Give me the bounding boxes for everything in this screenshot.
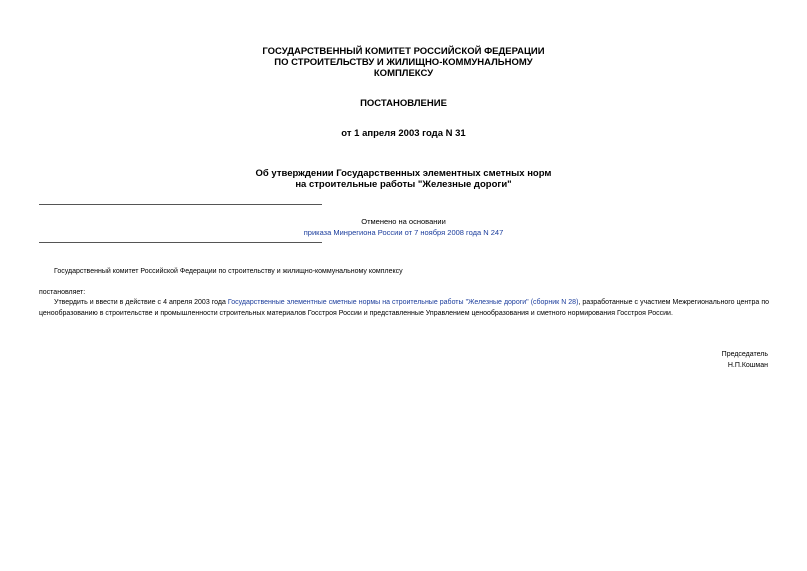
document-subject-line-2: на строительные работы "Железные дороги" bbox=[295, 179, 512, 190]
document-type: ПОСТАНОВЛЕНИЕ bbox=[360, 98, 447, 109]
cancellation-text: Отменено на основании bbox=[361, 217, 446, 226]
signatory-name: Н.П.Кошман bbox=[727, 362, 768, 369]
organization-title bbox=[0, 46, 807, 79]
cancellation-note bbox=[0, 216, 807, 238]
organization-title-line-1: ГОСУДАРСТВЕННЫЙ КОМИТЕТ РОССИЙСКОЙ ФЕДЕРАЦИИ bbox=[262, 46, 545, 57]
divider-top bbox=[39, 204, 322, 205]
signatory-title: Председатель bbox=[721, 351, 768, 358]
organization-title-line-2: ПО СТРОИТЕЛЬСТВУ И ЖИЛИЩНО-КОММУНАЛЬНОМУ bbox=[274, 57, 533, 68]
document-subject bbox=[0, 168, 807, 190]
approval-text-before: Утвердить и ввести в действие с 4 апреля 2003 года bbox=[54, 299, 228, 306]
cancellation-order-link[interactable]: приказа Минрегиона России от 7 ноября 2008 года N 247 bbox=[303, 228, 504, 237]
approval-paragraph bbox=[39, 297, 769, 319]
committee-statement: Государственный комитет Российской Федерации по строительству и жилищно-коммунальному комплексу bbox=[54, 268, 403, 275]
approval-text-after: , разработанные с участием Межрегионального центра по ценообразованию в строительстве и промышленности строительных материалов Госстроя России и представленные Управлением ценообразования и сметного нормирования Госстроя России. bbox=[39, 299, 769, 317]
organization-title-line-3: КОМПЛЕКСУ bbox=[373, 68, 434, 79]
divider-bottom bbox=[39, 242, 322, 243]
document-subject-line-1: Об утверждении Государственных элементных сметных норм bbox=[255, 168, 552, 179]
norms-collection-link[interactable]: Государственные элементные сметные нормы на строительные работы "Железные дороги" (сборник N 28) bbox=[227, 299, 579, 306]
document-date: от 1 апреля 2003 года N 31 bbox=[341, 128, 466, 139]
resolves-label: постановляет: bbox=[39, 289, 86, 296]
